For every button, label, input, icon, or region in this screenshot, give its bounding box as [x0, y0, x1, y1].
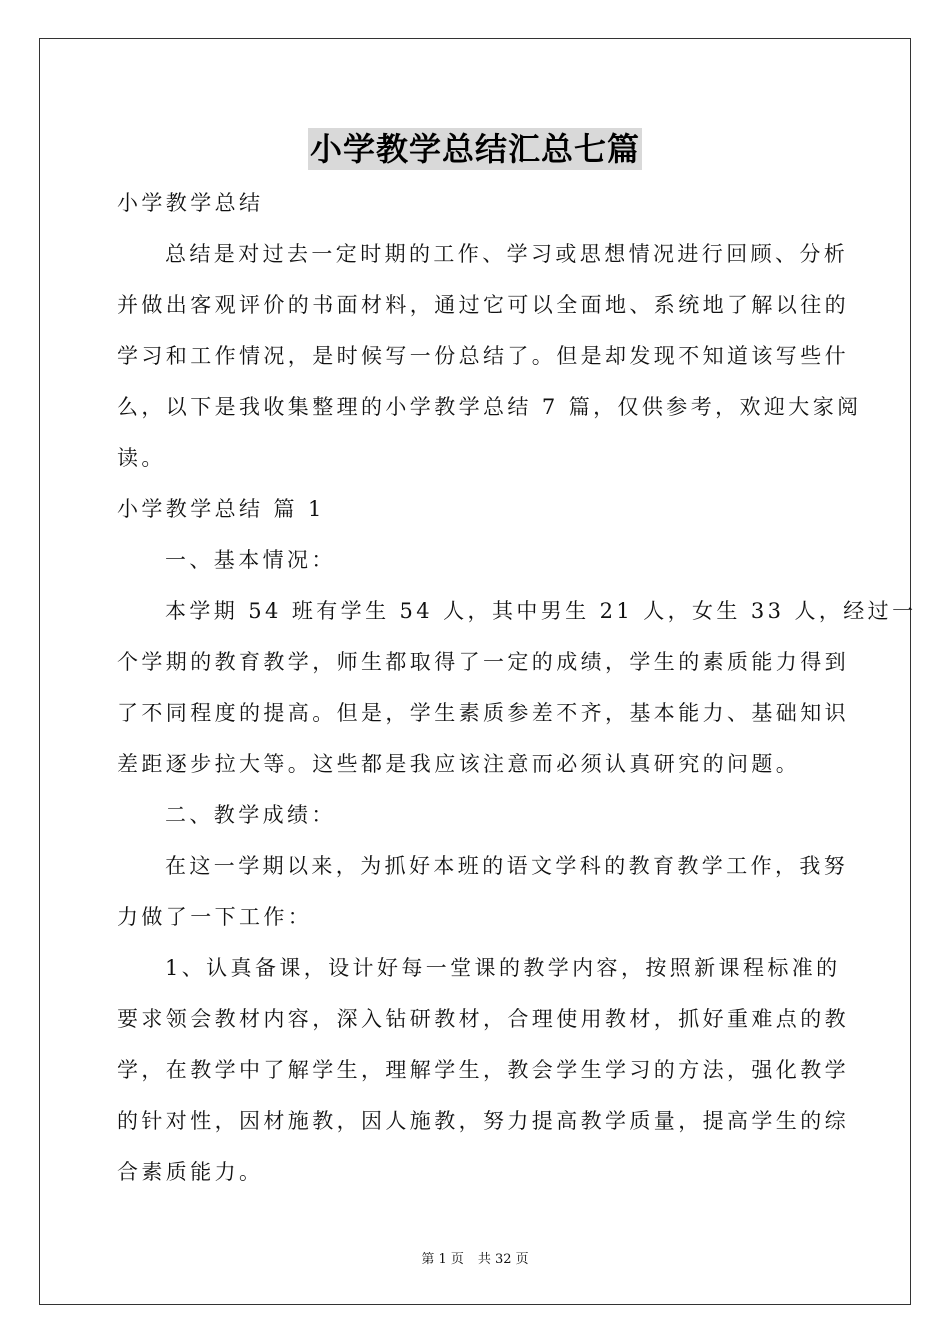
- section-heading: 小学教学总结 篇 1: [117, 497, 325, 521]
- paragraph-line: 的针对性，因材施教，因人施教，努力提高教学质量，提高学生的综: [117, 1109, 849, 1133]
- paragraph-line: 么，以下是我收集整理的小学教学总结 7 篇，仅供参考，欢迎大家阅: [117, 395, 862, 419]
- paragraph-line: 力做了一下工作：: [117, 905, 313, 929]
- document-title: 小学教学总结汇总七篇: [309, 130, 640, 168]
- paragraph-line: 合素质能力。: [117, 1160, 264, 1184]
- subsection-heading: 一、基本情况：: [165, 548, 336, 572]
- page-number: 第 1 页: [421, 1252, 464, 1267]
- subsection-heading: 二、教学成绩：: [165, 803, 336, 827]
- page-footer: [0, 1248, 950, 1267]
- page-total: 共 32 页: [477, 1252, 529, 1267]
- paragraph-line: 差距逐步拉大等。这些都是我应该注意而必须认真研究的问题。: [117, 752, 801, 776]
- paragraph-line: 要求领会教材内容，深入钻研教材，合理使用教材，抓好重难点的教: [117, 1007, 849, 1031]
- paragraph-line: 了不同程度的提高。但是，学生素质参差不齐，基本能力、基础知识: [117, 701, 849, 725]
- paragraph-line: 本学期 54 班有学生 54 人，其中男生 21 人，女生 33 人，经过一: [165, 599, 917, 623]
- paragraph-line: 个学期的教育教学，师生都取得了一定的成绩，学生的素质能力得到: [117, 650, 849, 674]
- paragraph-line: 学习和工作情况，是时候写一份总结了。但是却发现不知道该写些什: [117, 344, 849, 368]
- title-container: [0, 128, 950, 170]
- section-heading: 小学教学总结: [117, 191, 264, 215]
- document-body: [117, 178, 917, 1198]
- paragraph-line: 并做出客观评价的书面材料，通过它可以全面地、系统地了解以往的: [117, 293, 849, 317]
- paragraph-line: 在这一学期以来，为抓好本班的语文学科的教育教学工作，我努: [165, 854, 849, 878]
- paragraph-line: 总结是对过去一定时期的工作、学习或思想情况进行回顾、分析: [165, 242, 849, 266]
- paragraph-line: 学，在教学中了解学生，理解学生，教会学生学习的方法，强化教学: [117, 1058, 849, 1082]
- paragraph-line: 1、认真备课，设计好每一堂课的教学内容，按照新课程标准的: [165, 956, 841, 980]
- paragraph-line: 读。: [117, 446, 166, 470]
